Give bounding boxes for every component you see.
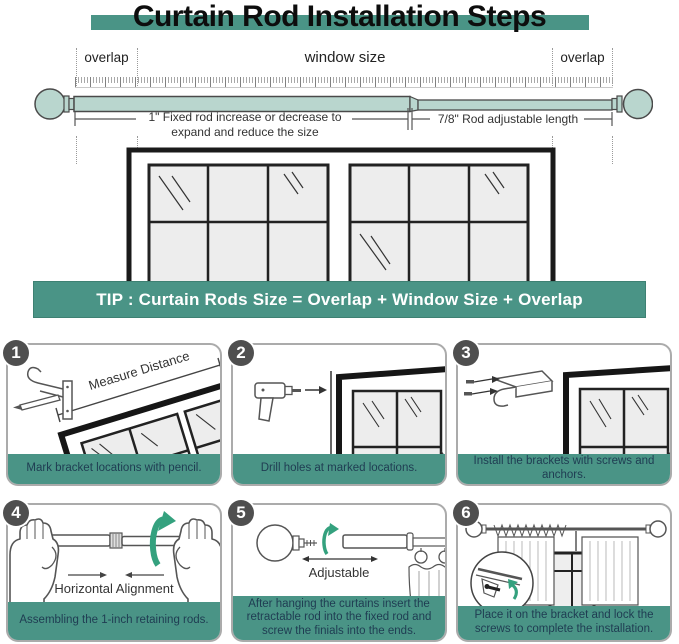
- step-5-caption: After hanging the curtains insert the retractable rod into the fixed rod and screw the finials into the ends.: [233, 596, 445, 640]
- right-curtain: [582, 537, 638, 605]
- rod-bracket-icon: [494, 371, 552, 406]
- right-sash: [350, 165, 528, 282]
- finial-icon: [257, 525, 317, 561]
- window-size-label: window size: [304, 49, 386, 66]
- bracket-magnifier-detail: [471, 552, 533, 614]
- step-panel-2: [231, 343, 447, 486]
- step-number-badge-2: 2: [228, 340, 254, 366]
- step-number-badge-6: 6: [453, 500, 479, 526]
- page-title: Curtain Rod Installation Steps: [132, 0, 547, 33]
- fixed-rod-note: 1" Fixed rod increase or decrease to expand and reduce the size: [148, 110, 342, 139]
- overlap-left-label: overlap: [84, 50, 129, 65]
- adjustable-rod-note: 7/8" Rod adjustable length: [437, 112, 579, 126]
- step-2-caption: Drill holes at marked locations.: [233, 454, 445, 484]
- step-3-caption: Install the brackets with screws and anchors.: [458, 454, 670, 484]
- step-panel-5: [231, 503, 447, 642]
- drill-icon: [255, 383, 301, 421]
- step-number-badge-5: 5: [228, 500, 254, 526]
- retaining-rod: [42, 533, 188, 548]
- step-4-caption: Assembling the 1-inch retaining rods.: [8, 602, 220, 640]
- drill-direction-arrow: [305, 386, 327, 394]
- step-6-caption: Place it on the bracket and lock the screws to complete the installation.: [458, 606, 670, 640]
- rotate-arrow-icon: [324, 523, 339, 554]
- tip-text: TIP : Curtain Rods Size = Overlap + Window Size + Overlap: [96, 289, 583, 309]
- horizontal-alignment-label: Horizontal Alignment: [54, 581, 174, 596]
- tip-banner: [33, 281, 646, 318]
- alignment-arrows: [68, 572, 164, 578]
- curtain-with-rings: [409, 548, 447, 602]
- step-1-caption: Mark bracket locations with pencil.: [8, 454, 220, 484]
- window-illustration: [126, 146, 558, 282]
- overlap-right-label: overlap: [560, 50, 605, 65]
- wall-bracket-pencil-icon: [13, 368, 72, 419]
- screw-arrows: [464, 376, 500, 396]
- step-number-badge-3: 3: [453, 340, 479, 366]
- adjustable-label: Adjustable: [308, 565, 370, 580]
- adjustable-arrow: [302, 556, 378, 562]
- measure-distance-label: Measure Distance: [86, 348, 192, 393]
- step-panel-1: [6, 343, 222, 486]
- step-number-badge-1: 1: [3, 340, 29, 366]
- step-number-badge-4: 4: [3, 500, 29, 526]
- step-panel-4: [6, 503, 222, 642]
- step-panel-6: [456, 503, 672, 642]
- retractable-rod: [343, 533, 447, 550]
- step-panel-3: [456, 343, 672, 486]
